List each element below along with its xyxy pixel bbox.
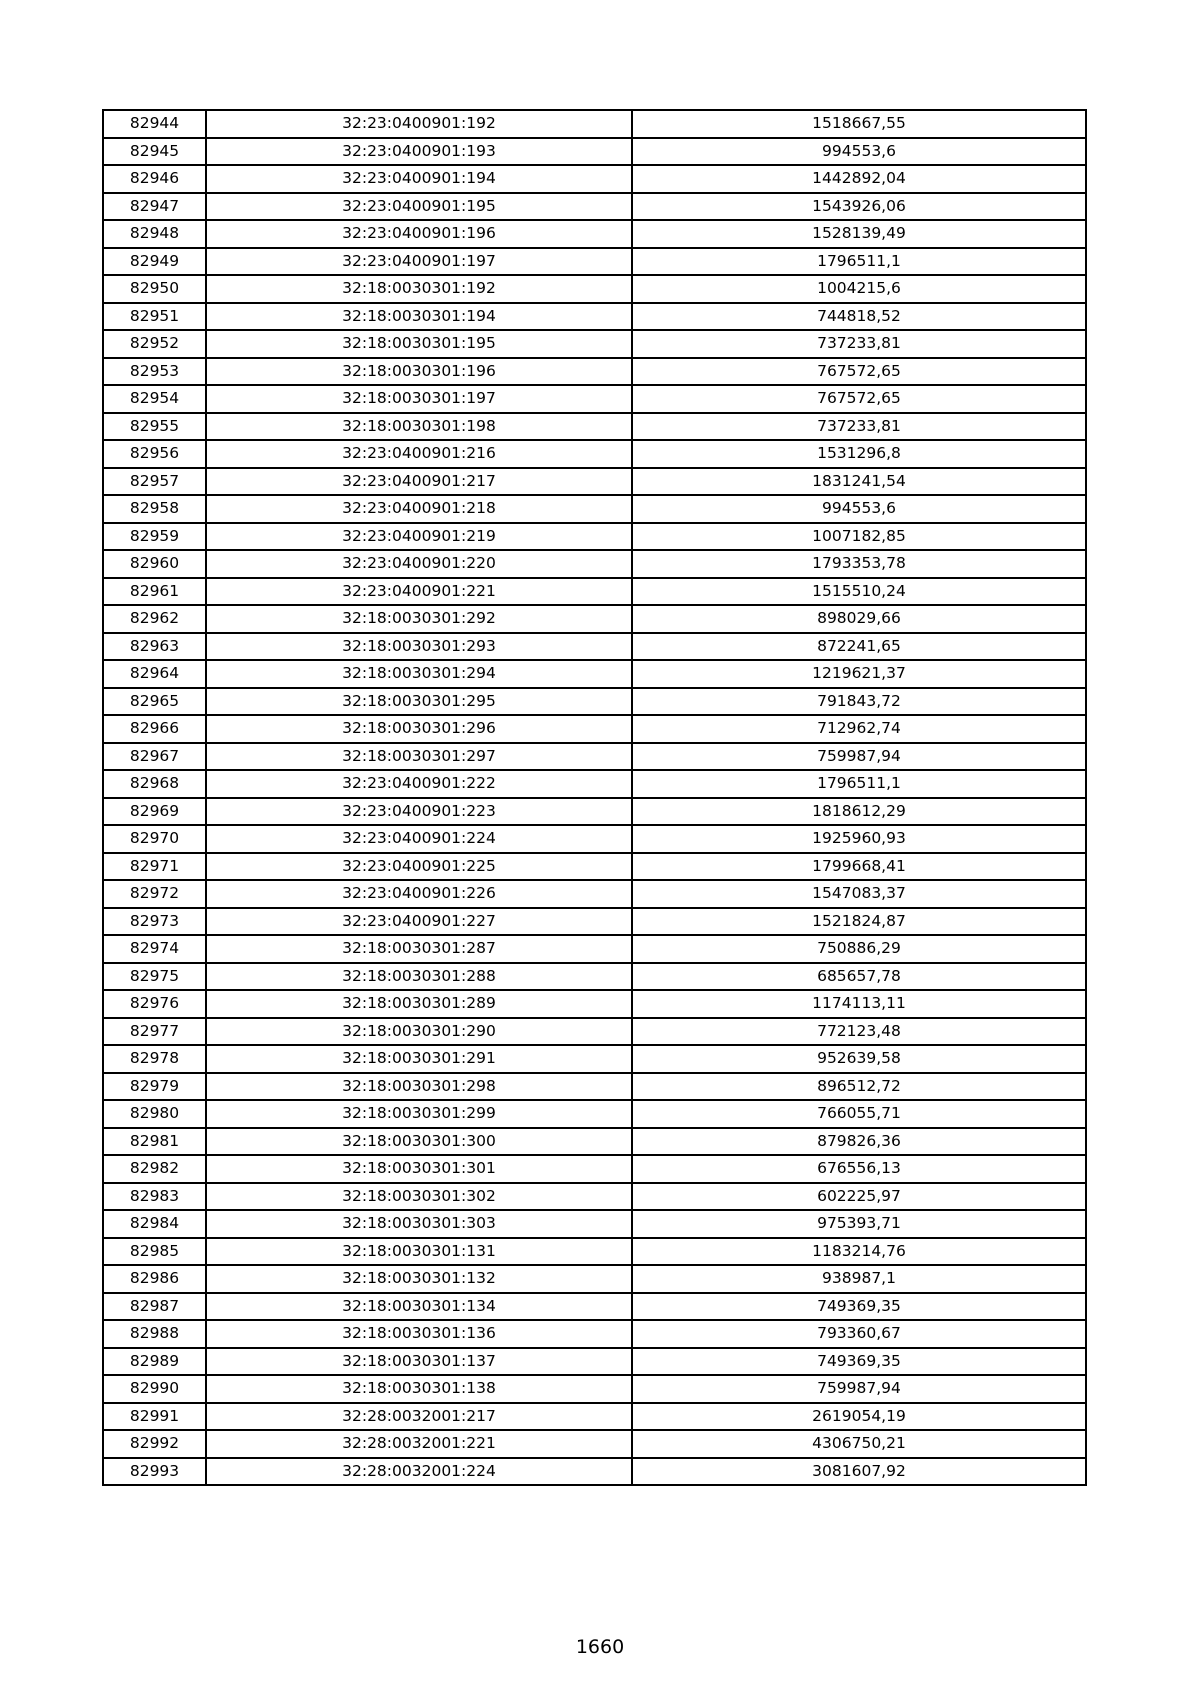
cadastral-value-cell: 749369,35	[632, 1293, 1086, 1321]
row-number-cell: 82970	[103, 825, 206, 853]
row-number-cell: 82991	[103, 1403, 206, 1431]
cadastral-value-cell: 1547083,37	[632, 880, 1086, 908]
table-row	[103, 880, 1086, 908]
cadastral-value-cell: 1796511,1	[632, 248, 1086, 276]
table-row	[103, 495, 1086, 523]
table-row	[103, 1018, 1086, 1046]
registry-table-container	[102, 109, 1085, 1486]
cadastral-value-cell: 994553,6	[632, 138, 1086, 166]
table-row	[103, 220, 1086, 248]
table-row	[103, 1320, 1086, 1348]
cadastral-value-cell: 602225,97	[632, 1183, 1086, 1211]
cadastral-number-cell: 32:23:0400901:224	[206, 825, 632, 853]
cadastral-value-table	[102, 109, 1087, 1486]
cadastral-value-cell: 1515510,24	[632, 578, 1086, 606]
cadastral-number-cell: 32:18:0030301:301	[206, 1155, 632, 1183]
cadastral-value-cell: 766055,71	[632, 1100, 1086, 1128]
cadastral-number-cell: 32:23:0400901:219	[206, 523, 632, 551]
table-row	[103, 1238, 1086, 1266]
table-row	[103, 1458, 1086, 1486]
row-number-cell: 82957	[103, 468, 206, 496]
table-row	[103, 963, 1086, 991]
cadastral-value-cell: 685657,78	[632, 963, 1086, 991]
cadastral-value-cell: 1007182,85	[632, 523, 1086, 551]
row-number-cell: 82950	[103, 275, 206, 303]
cadastral-number-cell: 32:23:0400901:226	[206, 880, 632, 908]
cadastral-number-cell: 32:23:0400901:217	[206, 468, 632, 496]
cadastral-value-cell: 767572,65	[632, 358, 1086, 386]
row-number-cell: 82968	[103, 770, 206, 798]
table-row	[103, 990, 1086, 1018]
cadastral-number-cell: 32:18:0030301:297	[206, 743, 632, 771]
row-number-cell: 82954	[103, 385, 206, 413]
table-row	[103, 743, 1086, 771]
row-number-cell: 82986	[103, 1265, 206, 1293]
row-number-cell: 82982	[103, 1155, 206, 1183]
cadastral-value-cell: 1925960,93	[632, 825, 1086, 853]
table-row	[103, 1045, 1086, 1073]
table-row	[103, 825, 1086, 853]
cadastral-value-cell: 952639,58	[632, 1045, 1086, 1073]
table-row	[103, 935, 1086, 963]
cadastral-value-cell: 791843,72	[632, 688, 1086, 716]
table-row	[103, 1265, 1086, 1293]
row-number-cell: 82974	[103, 935, 206, 963]
cadastral-value-cell: 1518667,55	[632, 110, 1086, 138]
table-row	[103, 1375, 1086, 1403]
cadastral-number-cell: 32:18:0030301:288	[206, 963, 632, 991]
table-row	[103, 523, 1086, 551]
cadastral-value-cell: 994553,6	[632, 495, 1086, 523]
row-number-cell: 82975	[103, 963, 206, 991]
row-number-cell: 82958	[103, 495, 206, 523]
table-row	[103, 798, 1086, 826]
row-number-cell: 82990	[103, 1375, 206, 1403]
row-number-cell: 82966	[103, 715, 206, 743]
cadastral-number-cell: 32:18:0030301:196	[206, 358, 632, 386]
cadastral-number-cell: 32:18:0030301:299	[206, 1100, 632, 1128]
table-body	[103, 110, 1086, 1485]
table-row	[103, 468, 1086, 496]
row-number-cell: 82973	[103, 908, 206, 936]
table-row	[103, 358, 1086, 386]
table-row	[103, 165, 1086, 193]
row-number-cell: 82980	[103, 1100, 206, 1128]
cadastral-value-cell: 1442892,04	[632, 165, 1086, 193]
cadastral-value-cell: 1174113,11	[632, 990, 1086, 1018]
row-number-cell: 82952	[103, 330, 206, 358]
cadastral-number-cell: 32:18:0030301:291	[206, 1045, 632, 1073]
cadastral-number-cell: 32:18:0030301:131	[206, 1238, 632, 1266]
table-row	[103, 1210, 1086, 1238]
cadastral-number-cell: 32:18:0030301:136	[206, 1320, 632, 1348]
cadastral-number-cell: 32:18:0030301:294	[206, 660, 632, 688]
row-number-cell: 82969	[103, 798, 206, 826]
cadastral-value-cell: 759987,94	[632, 743, 1086, 771]
cadastral-value-cell: 759987,94	[632, 1375, 1086, 1403]
cadastral-number-cell: 32:18:0030301:134	[206, 1293, 632, 1321]
cadastral-value-cell: 872241,65	[632, 633, 1086, 661]
cadastral-number-cell: 32:18:0030301:296	[206, 715, 632, 743]
table-row	[103, 1155, 1086, 1183]
cadastral-value-cell: 737233,81	[632, 413, 1086, 441]
cadastral-value-cell: 879826,36	[632, 1128, 1086, 1156]
cadastral-number-cell: 32:18:0030301:300	[206, 1128, 632, 1156]
cadastral-value-cell: 2619054,19	[632, 1403, 1086, 1431]
cadastral-value-cell: 896512,72	[632, 1073, 1086, 1101]
cadastral-number-cell: 32:23:0400901:193	[206, 138, 632, 166]
table-row	[103, 1128, 1086, 1156]
cadastral-number-cell: 32:18:0030301:290	[206, 1018, 632, 1046]
cadastral-number-cell: 32:18:0030301:195	[206, 330, 632, 358]
cadastral-number-cell: 32:23:0400901:225	[206, 853, 632, 881]
row-number-cell: 82962	[103, 605, 206, 633]
row-number-cell: 82978	[103, 1045, 206, 1073]
cadastral-number-cell: 32:23:0400901:220	[206, 550, 632, 578]
row-number-cell: 82959	[103, 523, 206, 551]
row-number-cell: 82956	[103, 440, 206, 468]
table-row	[103, 193, 1086, 221]
cadastral-number-cell: 32:18:0030301:137	[206, 1348, 632, 1376]
cadastral-value-cell: 975393,71	[632, 1210, 1086, 1238]
table-row	[103, 853, 1086, 881]
cadastral-value-cell: 749369,35	[632, 1348, 1086, 1376]
row-number-cell: 82977	[103, 1018, 206, 1046]
table-row	[103, 330, 1086, 358]
row-number-cell: 82964	[103, 660, 206, 688]
table-row	[103, 550, 1086, 578]
row-number-cell: 82960	[103, 550, 206, 578]
cadastral-number-cell: 32:23:0400901:222	[206, 770, 632, 798]
cadastral-value-cell: 737233,81	[632, 330, 1086, 358]
row-number-cell: 82965	[103, 688, 206, 716]
row-number-cell: 82963	[103, 633, 206, 661]
table-row	[103, 1293, 1086, 1321]
cadastral-number-cell: 32:18:0030301:132	[206, 1265, 632, 1293]
row-number-cell: 82971	[103, 853, 206, 881]
row-number-cell: 82948	[103, 220, 206, 248]
row-number-cell: 82979	[103, 1073, 206, 1101]
row-number-cell: 82985	[103, 1238, 206, 1266]
page-number: 1660	[575, 1636, 625, 1658]
cadastral-number-cell: 32:23:0400901:195	[206, 193, 632, 221]
cadastral-number-cell: 32:23:0400901:194	[206, 165, 632, 193]
cadastral-value-cell: 1004215,6	[632, 275, 1086, 303]
cadastral-value-cell: 750886,29	[632, 935, 1086, 963]
cadastral-value-cell: 4306750,21	[632, 1430, 1086, 1458]
row-number-cell: 82951	[103, 303, 206, 331]
table-row	[103, 440, 1086, 468]
cadastral-number-cell: 32:23:0400901:223	[206, 798, 632, 826]
row-number-cell: 82988	[103, 1320, 206, 1348]
cadastral-value-cell: 1793353,78	[632, 550, 1086, 578]
cadastral-value-cell: 712962,74	[632, 715, 1086, 743]
row-number-cell: 82961	[103, 578, 206, 606]
cadastral-value-cell: 1528139,49	[632, 220, 1086, 248]
table-row	[103, 578, 1086, 606]
cadastral-number-cell: 32:23:0400901:216	[206, 440, 632, 468]
table-row	[103, 413, 1086, 441]
table-row	[103, 688, 1086, 716]
cadastral-number-cell: 32:23:0400901:192	[206, 110, 632, 138]
cadastral-value-cell: 1831241,54	[632, 468, 1086, 496]
table-row	[103, 1430, 1086, 1458]
cadastral-number-cell: 32:18:0030301:198	[206, 413, 632, 441]
table-row	[103, 605, 1086, 633]
row-number-cell: 82981	[103, 1128, 206, 1156]
row-number-cell: 82946	[103, 165, 206, 193]
row-number-cell: 82993	[103, 1458, 206, 1486]
row-number-cell: 82953	[103, 358, 206, 386]
cadastral-number-cell: 32:18:0030301:293	[206, 633, 632, 661]
cadastral-value-cell: 1543926,06	[632, 193, 1086, 221]
cadastral-number-cell: 32:18:0030301:303	[206, 1210, 632, 1238]
row-number-cell: 82989	[103, 1348, 206, 1376]
row-number-cell: 82976	[103, 990, 206, 1018]
cadastral-number-cell: 32:18:0030301:289	[206, 990, 632, 1018]
cadastral-value-cell: 1531296,8	[632, 440, 1086, 468]
row-number-cell: 82972	[103, 880, 206, 908]
cadastral-number-cell: 32:18:0030301:138	[206, 1375, 632, 1403]
cadastral-number-cell: 32:18:0030301:302	[206, 1183, 632, 1211]
row-number-cell: 82992	[103, 1430, 206, 1458]
cadastral-value-cell: 772123,48	[632, 1018, 1086, 1046]
cadastral-value-cell: 793360,67	[632, 1320, 1086, 1348]
cadastral-number-cell: 32:18:0030301:287	[206, 935, 632, 963]
cadastral-value-cell: 1183214,76	[632, 1238, 1086, 1266]
cadastral-number-cell: 32:23:0400901:221	[206, 578, 632, 606]
cadastral-number-cell: 32:23:0400901:227	[206, 908, 632, 936]
cadastral-value-cell: 767572,65	[632, 385, 1086, 413]
table-row	[103, 908, 1086, 936]
cadastral-value-cell: 1818612,29	[632, 798, 1086, 826]
cadastral-value-cell: 1521824,87	[632, 908, 1086, 936]
table-row	[103, 715, 1086, 743]
cadastral-value-cell: 1799668,41	[632, 853, 1086, 881]
row-number-cell: 82947	[103, 193, 206, 221]
table-row	[103, 110, 1086, 138]
row-number-cell: 82944	[103, 110, 206, 138]
table-row	[103, 1073, 1086, 1101]
table-row	[103, 303, 1086, 331]
row-number-cell: 82967	[103, 743, 206, 771]
table-row	[103, 248, 1086, 276]
table-row	[103, 275, 1086, 303]
table-row	[103, 1100, 1086, 1128]
cadastral-number-cell: 32:18:0030301:298	[206, 1073, 632, 1101]
cadastral-value-cell: 676556,13	[632, 1155, 1086, 1183]
cadastral-value-cell: 938987,1	[632, 1265, 1086, 1293]
cadastral-number-cell: 32:23:0400901:196	[206, 220, 632, 248]
cadastral-value-cell: 1796511,1	[632, 770, 1086, 798]
cadastral-number-cell: 32:23:0400901:218	[206, 495, 632, 523]
row-number-cell: 82955	[103, 413, 206, 441]
cadastral-number-cell: 32:23:0400901:197	[206, 248, 632, 276]
cadastral-value-cell: 898029,66	[632, 605, 1086, 633]
table-row	[103, 633, 1086, 661]
cadastral-number-cell: 32:18:0030301:295	[206, 688, 632, 716]
cadastral-number-cell: 32:28:0032001:224	[206, 1458, 632, 1486]
row-number-cell: 82945	[103, 138, 206, 166]
cadastral-number-cell: 32:28:0032001:217	[206, 1403, 632, 1431]
row-number-cell: 82987	[103, 1293, 206, 1321]
table-row	[103, 1403, 1086, 1431]
table-row	[103, 660, 1086, 688]
table-row	[103, 1348, 1086, 1376]
cadastral-number-cell: 32:18:0030301:192	[206, 275, 632, 303]
cadastral-value-cell: 3081607,92	[632, 1458, 1086, 1486]
row-number-cell: 82983	[103, 1183, 206, 1211]
table-row	[103, 770, 1086, 798]
cadastral-value-cell: 1219621,37	[632, 660, 1086, 688]
row-number-cell: 82984	[103, 1210, 206, 1238]
table-row	[103, 1183, 1086, 1211]
table-row	[103, 385, 1086, 413]
table-row	[103, 138, 1086, 166]
row-number-cell: 82949	[103, 248, 206, 276]
cadastral-number-cell: 32:18:0030301:292	[206, 605, 632, 633]
cadastral-number-cell: 32:18:0030301:197	[206, 385, 632, 413]
cadastral-value-cell: 744818,52	[632, 303, 1086, 331]
cadastral-number-cell: 32:18:0030301:194	[206, 303, 632, 331]
cadastral-number-cell: 32:28:0032001:221	[206, 1430, 632, 1458]
